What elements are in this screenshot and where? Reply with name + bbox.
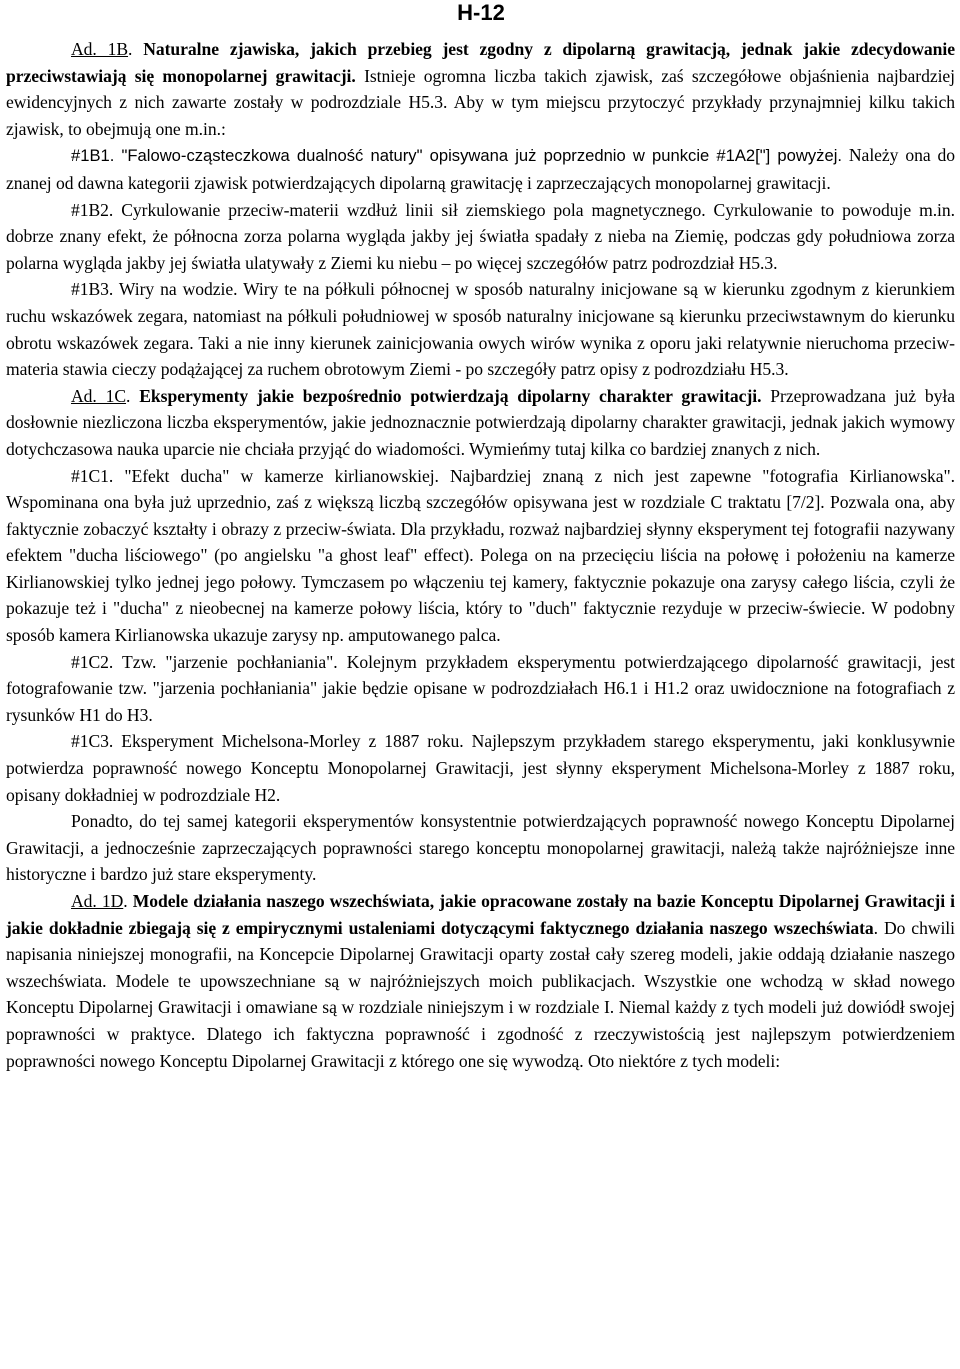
page-number-header: H-12 — [457, 0, 505, 25]
item-1b1-sans: #1B1. "Falowo-cząsteczkowa dualność natury" opisywana już poprzednio w punkcie #1A2["] powyżej. — [71, 146, 842, 166]
section-1b-ad-link[interactable]: Ad. 1B — [71, 39, 129, 59]
section-1d-body: Do chwili napisania niniejszej monografii, na Koncepcie Dipolarnej Grawitacji oparty został cały szereg modeli, jakie oddają działanie naszego wszechświata. Modele te upowszechniane są w najróżniejszych moich publikacjach. Wszystkie one wchodzą w skład nowego Konceptu Dipolarnej Grawitacji i omawiane są w rozdziale niniejszym i w rozdziale I. Niemal każdy z tych modeli już dowiódł swojej poprawności w praktyce. Dlatego ich faktyczna poprawność i zgodność z rzeczywistością jest najlepszym potwierdzeniem poprawności nowego Konceptu Dipolarnej Grawitacji z którego one się wywodzą. Oto niektóre z tych modeli: — [6, 917, 955, 1071]
section-1d-ad-link[interactable]: Ad. 1D — [71, 891, 124, 911]
section-1c-title: Eksperymenty jakie bezpośrednio potwierdzają dipolarny charakter grawitacji. — [139, 385, 762, 406]
section-1b-intro-tail: Aby w tym miejscu przytoczyć przykłady przynajmniej kilku takich zjawisk, to obejmują one m.in.: — [6, 92, 955, 139]
item-1c1: #1C1. "Efekt ducha" w kamerze kirlianowskiej. Najbardziej znaną z nich jest zapewne "fotografia Kirlianowska". Wspominana ona była już uprzednio, zaś z większą liczbą szczegółów opisywana jest w rozdziale C traktatu [7/2]. Pozwala ona, aby faktycznie zobaczyć kształty i obrazy z przeciw-świata. Dla przykładu, rozważ najbardziej słynny eksperyment tej fotografii nazywany efektem "ducha liściowego" (po angielsku "a ghost leaf" effect). Polega on na przecięciu liścia na połowę i położeniu na kamerze Kirlianowskiej tylko jednej jego połowy. Tymczasem po włączeniu tej kamery, faktycznie pokazuje ona zarysy całego liścia, czyli że pokazuje też i "ducha" z nieobecnej na kamerze połowy liścia, który to "duch" faktycznie rezyduje w przeciw-świecie. W podobny sposób kamera Kirlianowska ukazuje zarysy np. amputowanego palca. — [6, 465, 955, 646]
item-1b2: #1B2. Cyrkulowanie przeciw-materii wzdłuż linii sił ziemskiego pola magnetycznego. Cyrkulowanie to powoduje m.in. dobrze znany efekt, że północna zorza polarna wygląda jakby jej światła spadały z nieba na Ziemię, podczas gdy południowa zorza polarna wygląda jakby jej światła ulatywały z Ziemi ku niebu – po więcej szczegółów patrz podrozdział H5.3. — [6, 199, 955, 273]
section-1b-heading: Ad. 1B. Naturalne zjawiska, jakich przebieg jest zgodny z dipolarną grawitacją, jednak jakie zdecydowanie przeciwstawiają się monopolarnej grawitacji. Istnieje ogromna liczba takich zjawisk, zaś szczegółowe objaśnienia najbardziej ewidencyjnych z nich zawarte zostały w podrozdziale H5.3. Aby w tym miejscu przytoczyć przykłady przynajmniej kilku takich zjawisk, to obejmują one m.in.: — [6, 39, 956, 139]
item-1b1-text: Należy ona do znanej od dawna kategorii zjawisk potwierdzających dipolarną grawitację i zaprzeczających monopolarnej grawitacji. — [6, 145, 955, 193]
section-1c-intro: Przeprowadzana już była dosłownie niezliczona liczba eksperymentów, jakie jednoznacznie potwierdzają dipolarny charakter grawitacji, jednak jakich wymowy dotychczasowa nauka uparcie nie chciała przyjąć do wiadomości. Wymieńmy tutaj kilka co bardziej znanych z nich. — [6, 385, 955, 459]
document-body — [6, 36, 955, 1074]
item-1b1 — [6, 142, 955, 196]
item-1c2: #1C2. Tzw. "jarzenie pochłaniania". Kolejnym przykładem eksperymentu potwierdzającego dipolarność grawitacji, jest fotografowanie tzw. "jarzenia pochłaniania" jakie będzie opisane w podrozdziałach H6.1 i H1.2 oraz uwidocznione na fotografiach z rysunków H1 do H3. — [6, 651, 955, 725]
section-1c-heading: Ad. 1C. Eksperymenty jakie bezpośrednio potwierdzają dipolarny charakter grawitacji. Przeprowadzana już była dosłownie niezliczona liczba eksperymentów, jakie jednoznacznie potwierdzają dipolarny charakter grawitacji, jednak jakich wymowy dotychczasowa nauka uparcie nie chciała przyjąć do wiadomości. Wymieńmy tutaj kilka co bardziej znanych z nich. — [6, 385, 955, 459]
section-1d-title: Modele działania naszego wszechświata, jakie opracowane zostały na bazie Konceptu Dipolarnej Grawitacji i jakie dokładnie zbiegają się z empirycznymi ustaleniami dotyczącymi faktycznego działania naszego wszechświata — [6, 891, 955, 938]
section-1c-ad-link[interactable]: Ad. 1C — [71, 385, 127, 406]
section-1b-title: Naturalne zjawiska, jakich przebieg jest zgodny z dipolarną grawitacją, jednak jakie zdecydowanie przeciwstawiają się monopolarnej grawitacji. — [6, 39, 955, 86]
item-1b3: #1B3. Wiry na wodzie. Wiry te na półkuli północnej w sposób naturalny inicjowane są w kierunku zgodnym z kierunkiem ruchu wskazówek zegara, natomiast na półkuli południowej w sposób naturalny inicjowane są kierunku przeciwstawnym do kierunku obrotu wskazówek zegara. Taki a nie inny kierunek zainicjowania owych wirów wynika z oporu jaki relatywnie nieruchoma przeciw-materia stawia cieczy podążającej za ruchem obrotowym Ziemi - po szczegóły patrz opisy z podrozdziału H5.3. — [6, 279, 955, 380]
item-1c3: #1C3. Eksperyment Michelsona-Morley z 1887 roku. Najlepszym przykładem starego eksperymentu, jaki konklusywnie potwierdza poprawność nowego Konceptu Monopolarnej Grawitacji, jest słynny eksperyment Michelsona-Morley z 1887 roku, opisany dokładniej w podrozdziale H2. — [6, 731, 955, 805]
section-1b-intro: Istnieje ogromna liczba takich zjawisk, zaś szczegółowe objaśnienia najbardziej ewidencyjnych z nich zawarte zostały w podrozdziale H5.3. — [6, 65, 956, 113]
section-1c-closing: Ponadto, do tej samej kategorii eksperymentów konsystentnie potwierdzających poprawność nowego Konceptu Dipolarnej Grawitacji, a jednocześnie zaprzeczających poprawności starego konceptu monopolarnej grawitacji, należą także najróżniejsze inne historyczne i bardzo już stare eksperymenty. — [6, 811, 955, 885]
section-1d-heading: Ad. 1D. Modele działania naszego wszechświata, jakie opracowane zostały na bazie Konceptu Dipolarnej Grawitacji i jakie dokładnie zbiegają się z empirycznymi ustaleniami dotyczącymi faktycznego działania naszego wszechświata. Do chwili napisania niniejszej monografii, na Koncepcie Dipolarnej Grawitacji oparty został cały szereg modeli, jakie oddają działanie naszego wszechświata. Modele te upowszechniane są w najróżniejszych moich publikacjach. Wszystkie one wchodzą w skład nowego Konceptu Dipolarnej Grawitacji i omawiane są w rozdziale niniejszym i w rozdziale I. Niemal każdy z tych modeli już dowiódł swojej poprawności w praktyce. Dlatego ich faktyczna poprawność i zgodność z rzeczywistością jest najlepszym potwierdzeniem poprawności nowego Konceptu Dipolarnej Grawitacji z którego one się wywodzą. Oto niektóre z tych modeli: — [6, 891, 955, 1071]
